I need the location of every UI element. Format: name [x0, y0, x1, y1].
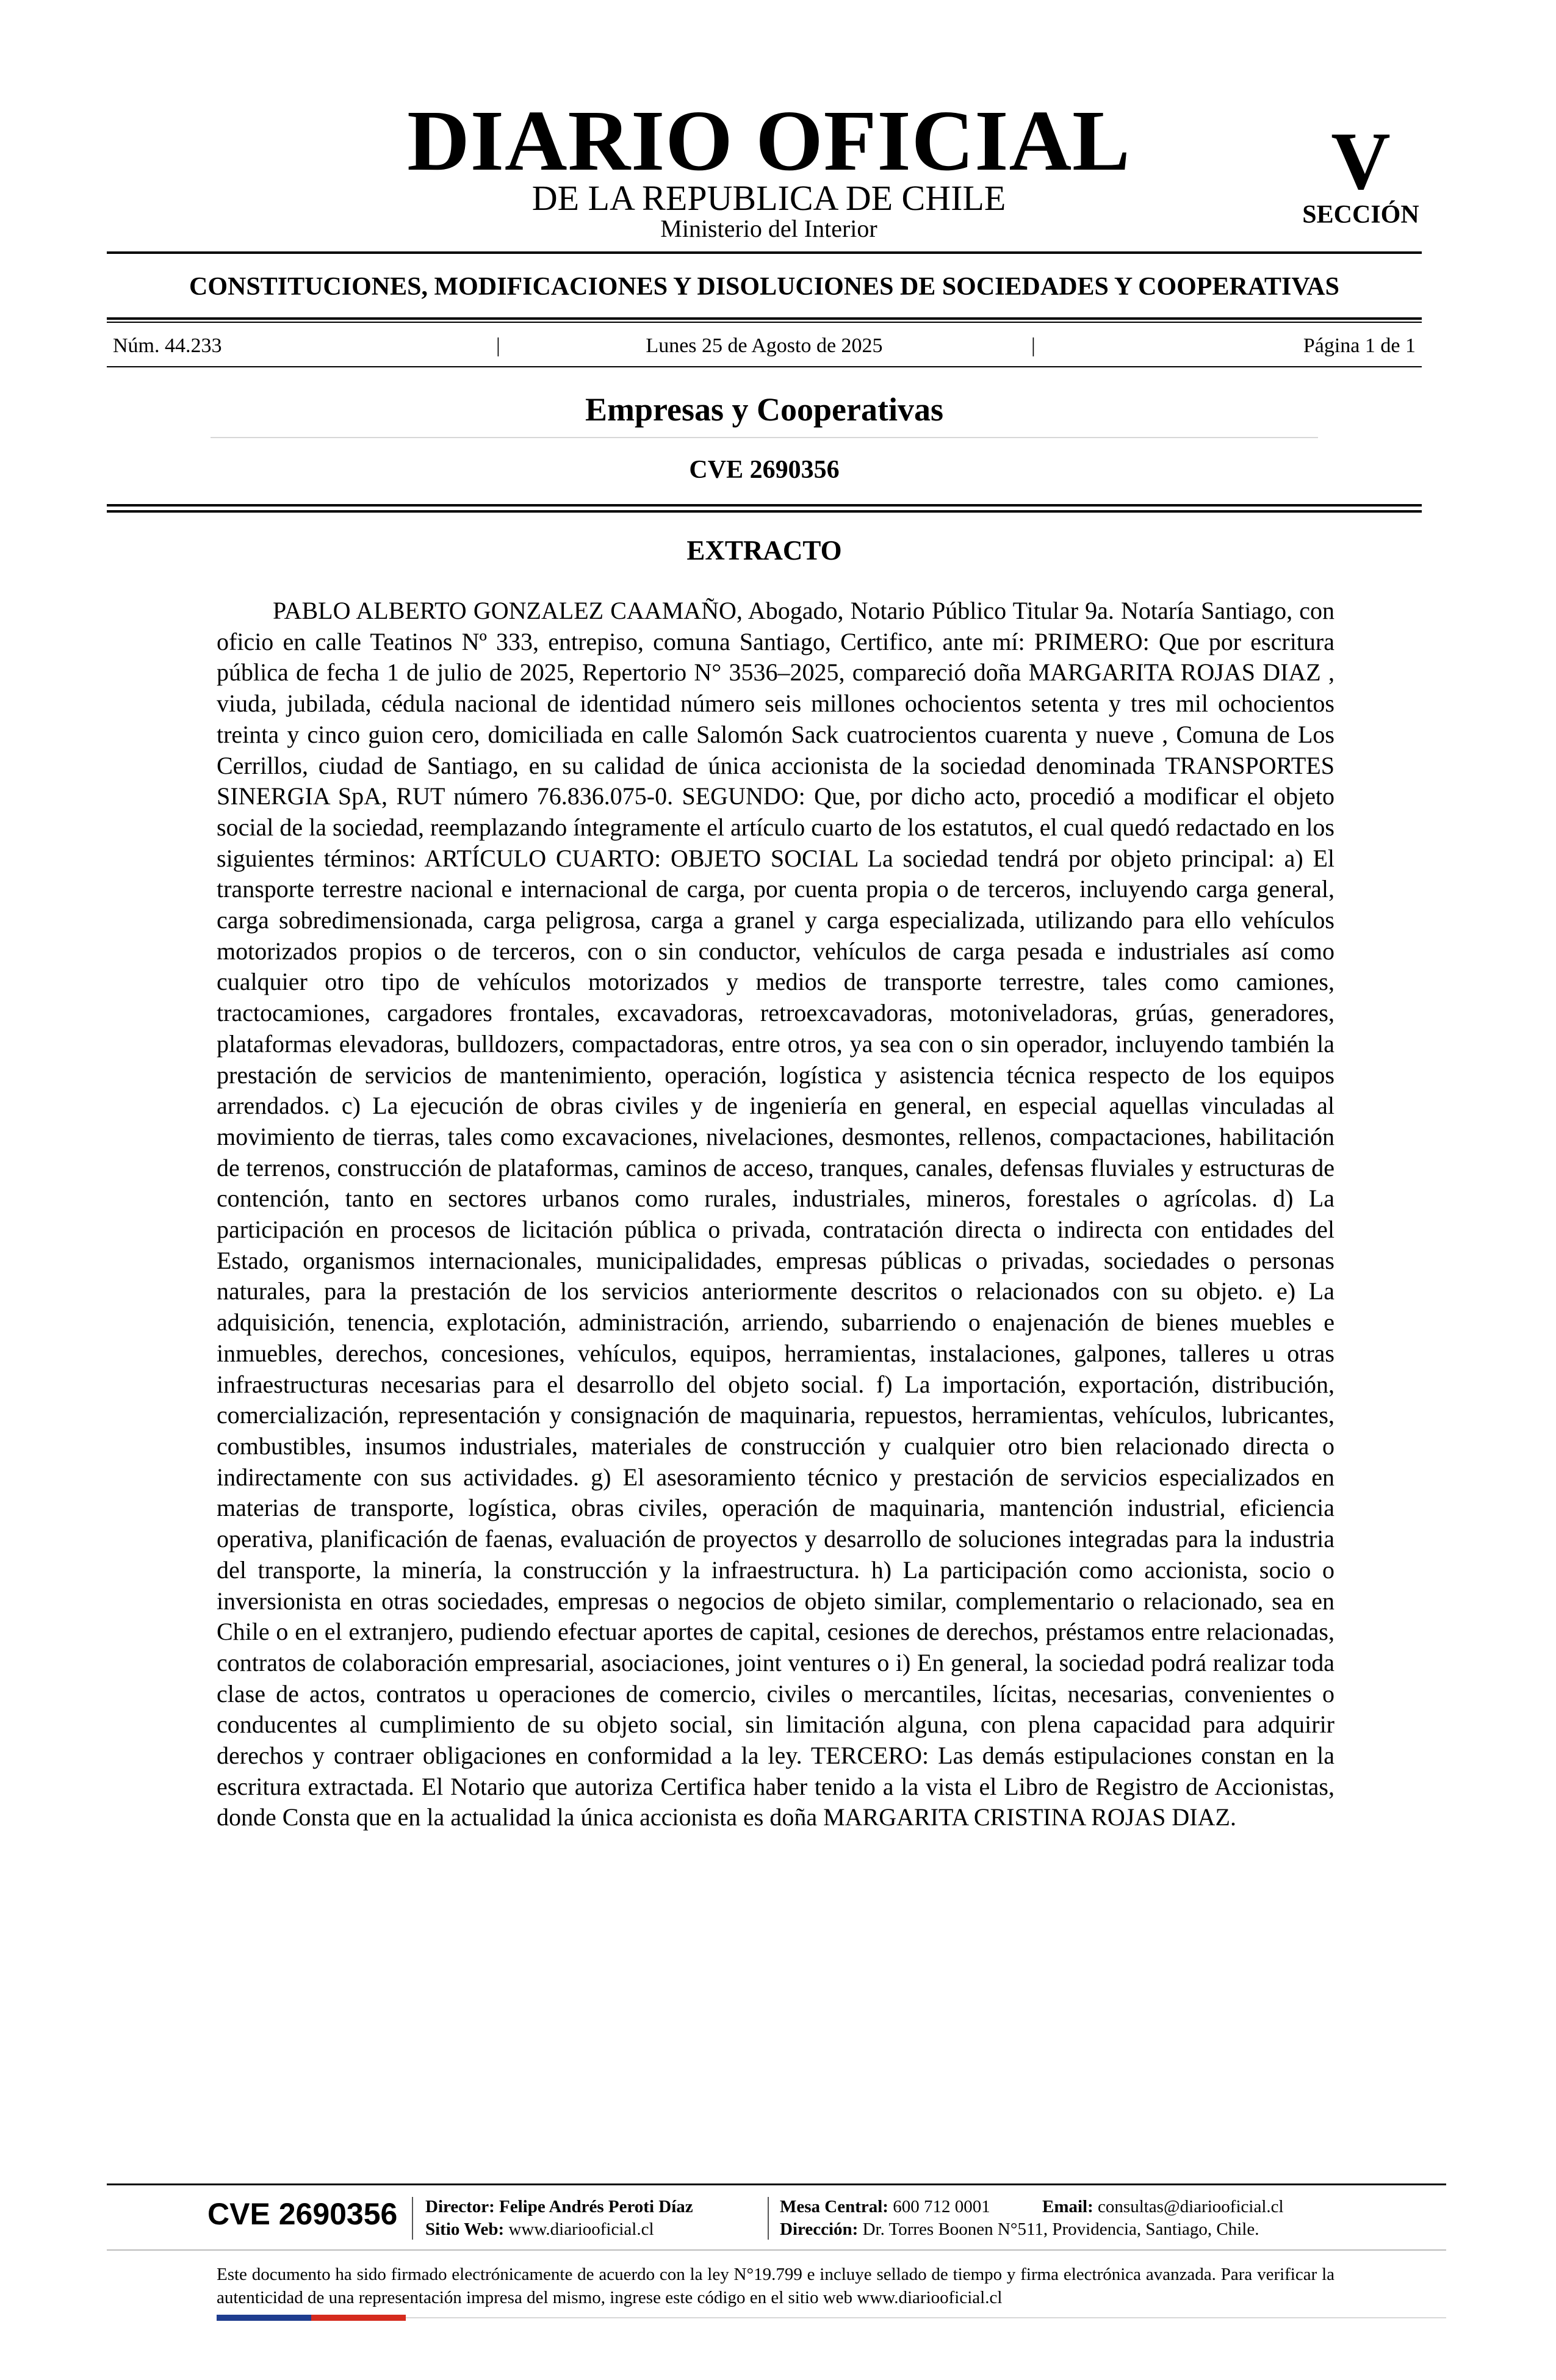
divider: [107, 504, 1422, 507]
footer-cve-code: CVE 2690356: [207, 2197, 398, 2231]
issue-bar: [113, 333, 1416, 359]
footer-email-label: Email:: [1042, 2197, 1093, 2216]
footer-phone-label: Mesa Central:: [780, 2197, 888, 2216]
footer-signature-notice: Este documento ha sido firmado electrónicamente de acuerdo con la ley N°19.799 e incluye sellado de tiempo y firma electrónica avanzada. Para verificar la autenticidad de una representación impresa del mismo, ingrese este código en el sitio web www.diariooficial.cl: [217, 2265, 1334, 2307]
footer-separator: [412, 2197, 413, 2240]
flag-stripe-red: [311, 2315, 406, 2321]
footer-web-label: Sitio Web:: [425, 2220, 505, 2239]
masthead-ministry: Ministerio del Interior: [660, 215, 877, 242]
divider: [107, 317, 1422, 320]
footer-email: [1042, 2195, 1284, 2218]
divider: [107, 322, 1422, 323]
divider: [211, 437, 1318, 438]
category-title: CONSTITUCIONES, MODIFICACIONES Y DISOLUCIONES DE SOCIEDADES Y COOPERATIVAS: [189, 273, 1339, 301]
section-heading: Empresas y Cooperativas: [585, 391, 943, 428]
footer-director: [425, 2195, 693, 2218]
issue-separator: |: [496, 334, 500, 357]
footer-phone-value: 600 712 0001: [893, 2197, 990, 2216]
section-label: SECCIÓN: [1302, 201, 1419, 229]
cve-heading: CVE 2690356: [689, 456, 840, 484]
document-body: PABLO ALBERTO GONZALEZ CAAMAÑO, Abogado, Notario Público Titular 9a. Notaría Santiago, con oficio en calle Teatinos Nº 333, entrepiso, comuna Santiago, Certifico, ante mí: PRIMERO: Que por escritura pública de fecha 1 de julio de 2025, Repertorio N° 3536–2025, compareció doña MARGARITA ROJAS DIAZ , viuda, jubilada, cédula nacional de identidad número seis millones ochocientos setenta y tres mil ochocientos treinta y cinco guion cero, domiciliada en calle Salomón Sack cuatrocientos cuarenta y nueve , Comuna de Los Cerrillos, ciudad de Santiago, en su calidad de única accionista de la sociedad denominada TRANSPORTES SINERGIA SpA, RUT número 76.836.075-0. SEGUNDO: Que, por dicho acto, procedió a modificar el objeto social de la sociedad, reemplazando íntegramente el artículo cuarto de los estatutos, el cual quedó redactado en los siguientes términos: ARTÍCULO CUARTO: OBJETO SOCIAL La sociedad tendrá por objeto principal: a) El transporte terrestre nacional e internacional de carga, por cuenta propia o de terceros, incluyendo carga general, carga sobredimensionada, carga peligrosa, carga a granel y carga especializada, utilizando para ello vehículos motorizados propios o de terceros, con o sin conductor, vehículos de carga pesada e industriales así como cualquier otro tipo de vehículos motorizados y medios de transporte terrestre, tales como camiones, tractocamiones, cargadores frontales, excavadoras, retroexcavadoras, motoniveladoras, grúas, generadores, plataformas elevadoras, bulldozers, compactadoras, entre otros, ya sea con o sin operador, incluyendo también la prestación de servicios de mantenimiento, operación, logística y asistencia técnica respecto de los equipos arrendados. c) La ejecución de obras civiles y de ingeniería en general, en especial aquellas vinculadas al movimiento de tierras, tales como excavaciones, nivelaciones, desmontes, rellenos, compactaciones, habilitación de terrenos, construcción de plataformas, caminos de acceso, tranques, canales, defensas fluviales y estructuras de contención, tanto en sectores urbanos como rurales, industriales, mineros, forestales o agrícolas. d) La participación en procesos de licitación pública o privada, contratación directa o indirecta con entidades del Estado, organismos internacionales, municipalidades, empresas públicas o privadas, sociedades o personas naturales, para la prestación de los servicios anteriormente descritos o relacionados con su objeto. e) La adquisición, tenencia, explotación, administración, arriendo, subarriendo o enajenación de bienes muebles e inmuebles, derechos, concesiones, vehículos, equipos, herramientas, instalaciones, galpones, talleres u otras infraestructuras necesarias para el desarrollo del objeto social. f) La importación, exportación, distribución, comercialización, representación y consignación de maquinaria, repuestos, herramientas, vehículos, lubricantes, combustibles, insumos industriales, materiales de construcción y cualquier otro bien relacionado directa o indirectamente con sus actividades. g) El asesoramiento técnico y prestación de servicios especializados en materias de transporte, logística, obras civiles, operación de maquinaria, mantención industrial, eficiencia operativa, planificación de faenas, evaluación de proyectos y desarrollo de soluciones integradas para la industria del transporte, la minería, la construcción y la infraestructura. h) La participación como accionista, socio o inversionista en otras sociedades, empresas o negocios de objeto similar, complementario o relacionado, sea en Chile o en el extranjero, pudiendo efectuar aportes de capital, cesiones de derechos, préstamos entre relacionadas, contratos de colaboración empresarial, asociaciones, joint ventures o i) En general, la sociedad podrá realizar toda clase de actos, contratos u operaciones de comercio, civiles o mercantiles, lícitas, necesarias, convenientes o conducentes al cumplimiento de su objeto social, sin limitación alguna, con plena capacidad para adquirir derechos y contraer obligaciones en conformidad a la ley. TERCERO: Las demás estipulaciones constan en la escritura extractada. El Notario que autoriza Certifica haber tenido a la vista el Libro de Registro de Accionistas, donde Consta que en la actualidad la única accionista es doña MARGARITA CRISTINA ROJAS DIAZ.: [217, 597, 1334, 1831]
footer-email-link[interactable]: consultas@diariooficial.cl: [1098, 2197, 1284, 2216]
footer-divider: [107, 2249, 1446, 2251]
footer-divider: [107, 2183, 1446, 2185]
footer-address-value: Dr. Torres Boonen N°511, Providencia, Santiago, Chile.: [862, 2220, 1259, 2239]
issue-number: Núm. 44.233: [113, 334, 222, 357]
issue-separator: |: [1031, 334, 1036, 357]
footer-separator: [768, 2197, 769, 2240]
masthead-title: DIARIO OFICIAL: [407, 92, 1131, 189]
section-numeral: V: [1331, 116, 1391, 207]
footer-director-label: Director:: [425, 2197, 495, 2216]
issue-date: Lunes 25 de Agosto de 2025: [646, 334, 883, 357]
footer-website: [425, 2218, 654, 2241]
masthead-subtitle: DE LA REPUBLICA DE CHILE: [531, 178, 1006, 218]
footer-web-link[interactable]: www.diariooficial.cl: [508, 2220, 654, 2239]
footer-address-label: Dirección:: [780, 2220, 859, 2239]
divider: [107, 510, 1422, 513]
flag-stripe-blue: [217, 2315, 311, 2321]
divider: [107, 251, 1422, 254]
document-title: EXTRACTO: [686, 535, 842, 566]
footer-address: [780, 2218, 1259, 2241]
footer-director-value: Felipe Andrés Peroti Díaz: [499, 2197, 693, 2216]
divider: [107, 366, 1422, 367]
footer-divider: [406, 2317, 1446, 2318]
footer-phone: [780, 2195, 990, 2218]
issue-page: Página 1 de 1: [1303, 334, 1416, 357]
